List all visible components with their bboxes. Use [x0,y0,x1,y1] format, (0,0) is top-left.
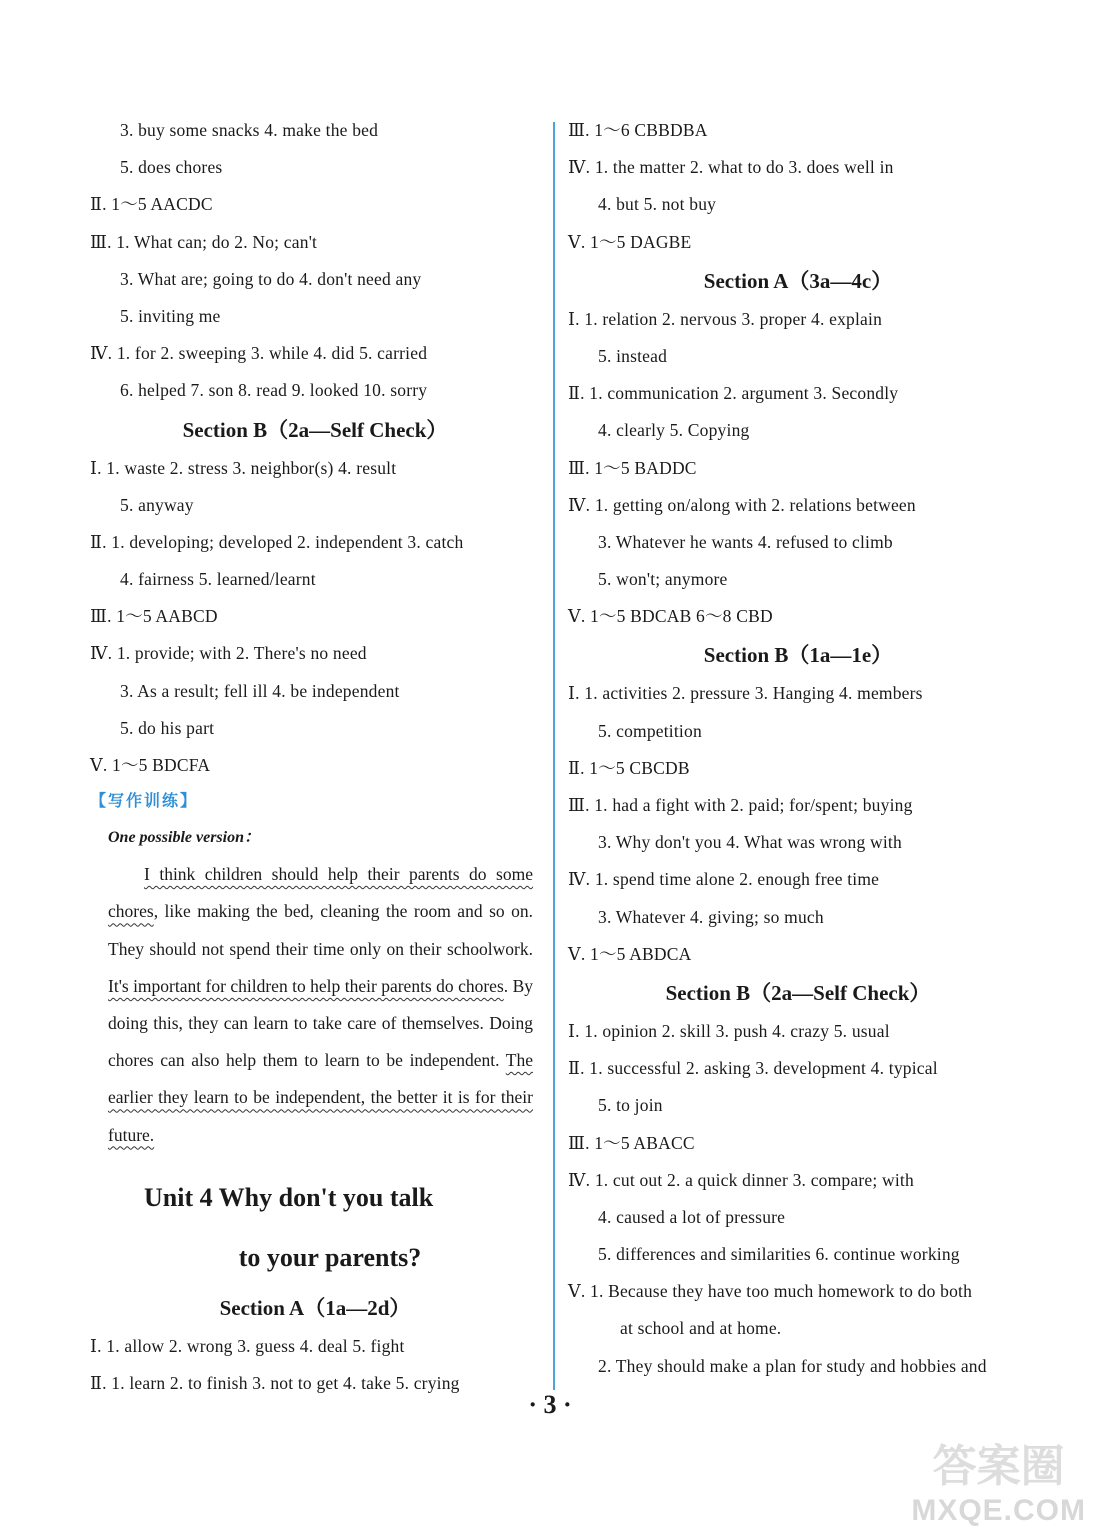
answer-line: Ⅱ. 1. communication 2. argument 3. Secondly [568,383,899,404]
watermark-url: MXQE.COM [911,1494,1086,1527]
answer-line: 5. instead [598,345,668,366]
writing-training-tag: 【写作训练】 [90,793,199,811]
answer-line: 5. differences and similarities 6. continue working [598,1244,960,1265]
answer-line: 3. Whatever 4. giving; so much [598,906,824,927]
answer-line: Ⅲ. 1～5 ABACC [568,1132,695,1153]
left-column [90,112,540,1402]
answer-line: 5. anyway [120,494,194,515]
answer-line: 3. As a result; fell ill 4. be independent [120,680,400,701]
section-heading: Section B（2a—Self Check） [665,980,931,1005]
section-heading: Section B（2a—Self Check） [182,417,448,442]
answer-line: Ⅳ. 1. for 2. sweeping 3. while 4. did 5. carried [90,343,428,364]
answer-line: Ⅳ. 1. cut out 2. a quick dinner 3. compare; with [568,1169,914,1190]
answer-line: Ⅱ. 1. developing; developed 2. independent 3. catch [90,531,464,552]
answer-line: 5. to join [598,1095,663,1116]
essay-text: . By doing this, they can learn to take care of themselves. Doing chores can also help them to learn to be independent. [108,975,533,1071]
section-heading: Section A（3a—4c） [703,268,893,293]
unit-title-continued: to your parents? [238,1242,422,1272]
model-essay [90,856,533,1154]
answer-line: 3. What are; going to do 4. don't need any [120,268,422,289]
answer-line: 4. clearly 5. Copying [598,420,750,441]
answer-line: Ⅲ. 1～6 CBBDBA [568,120,708,140]
answer-line: Ⅲ. 1～5 BADDC [568,457,697,478]
answer-line: Ⅲ. 1. had a fight with 2. paid; for/spent; buying [568,795,913,815]
answer-line: Ⅴ. 1～5 DAGBE [568,231,692,252]
section-heading: Section B（1a—1e） [703,643,893,668]
answer-line: 2. They should make a plan for study and hobbies and [598,1355,987,1376]
answer-line: Ⅳ. 1. the matter 2. what to do 3. does well in [568,157,894,178]
answer-line: 3. buy some snacks 4. make the bed [120,120,379,140]
right-column [568,112,1028,1385]
answer-line: Ⅰ. 1. relation 2. nervous 3. proper 4. explain [568,308,883,329]
answer-line: Ⅴ. 1～5 BDCAB 6～8 CBD [568,606,773,627]
possible-version-label: One possible version： [108,829,261,847]
essay-highlight: It's important for children to help their parents do chores [108,975,504,996]
answer-line: Ⅳ. 1. spend time alone 2. enough free time [568,869,880,890]
answer-line: 5. competition [598,720,702,741]
answer-line: 4. caused a lot of pressure [598,1206,786,1227]
answer-line: Ⅱ. 1. learn 2. to finish 3. not to get 4. take 5. crying [90,1373,460,1393]
answer-line: Ⅰ. 1. allow 2. wrong 3. guess 4. deal 5. fight [90,1335,405,1356]
answer-line: Ⅴ. 1～5 ABDCA [568,943,692,964]
answer-line: Ⅱ. 1～5 AACDC [90,194,213,215]
answer-line: Ⅲ. 1. What can; do 2. No; can't [90,231,318,252]
watermark-text: 答案圈 [932,1442,1065,1491]
answer-line: 3. Why don't you 4. What was wrong with [598,832,902,853]
answer-line: 5. do his part [120,717,215,738]
essay-highlight: The earlier they learn to be independent, the better it is for their future. [108,1050,533,1145]
answer-line: 6. helped 7. son 8. read 9. looked 10. sorry [120,380,428,401]
column-divider [553,122,555,1390]
answer-line: 4. but 5. not buy [598,194,717,215]
essay-highlight: I think children should help their parents do some chores [108,864,533,922]
answer-line: at school and at home. [620,1318,782,1339]
essay-text: , like making the bed, cleaning the room and so on. They should not spend their time only on their schoolwork. [108,901,533,959]
answer-line: 3. Whatever he wants 4. refused to climb [598,531,893,552]
answer-line: 4. fairness 5. learned/learnt [120,569,316,590]
answer-line: Ⅳ. 1. getting on/along with 2. relations between [568,494,916,515]
answer-line: Ⅰ. 1. activities 2. pressure 3. Hanging 4. members [568,683,923,704]
answer-line: 5. won't; anymore [598,569,728,590]
answer-line: 5. does chores [120,157,223,178]
section-heading: Section A（1a—2d） [219,1295,411,1320]
answer-line: Ⅰ. 1. waste 2. stress 3. neighbor(s) 4. result [90,457,397,478]
answer-line: Ⅲ. 1～5 AABCD [90,606,218,627]
page-number: · 3 · [528,1390,572,1419]
watermark-logo [911,1430,1086,1528]
answer-line: 5. inviting me [120,305,221,326]
answer-line: Ⅴ. 1. Because they have too much homework to do both [568,1281,973,1302]
unit-title: Unit 4 Why don't you talk [144,1182,434,1212]
answer-line: Ⅰ. 1. opinion 2. skill 3. push 4. crazy 5. usual [568,1020,890,1041]
answer-line: Ⅴ. 1～5 BDCFA [90,755,211,775]
answer-line: Ⅱ. 1～5 CBCDB [568,757,690,778]
answer-line: Ⅱ. 1. successful 2. asking 3. development 4. typical [568,1058,938,1079]
answer-line: Ⅳ. 1. provide; with 2. There's no need [90,643,367,664]
